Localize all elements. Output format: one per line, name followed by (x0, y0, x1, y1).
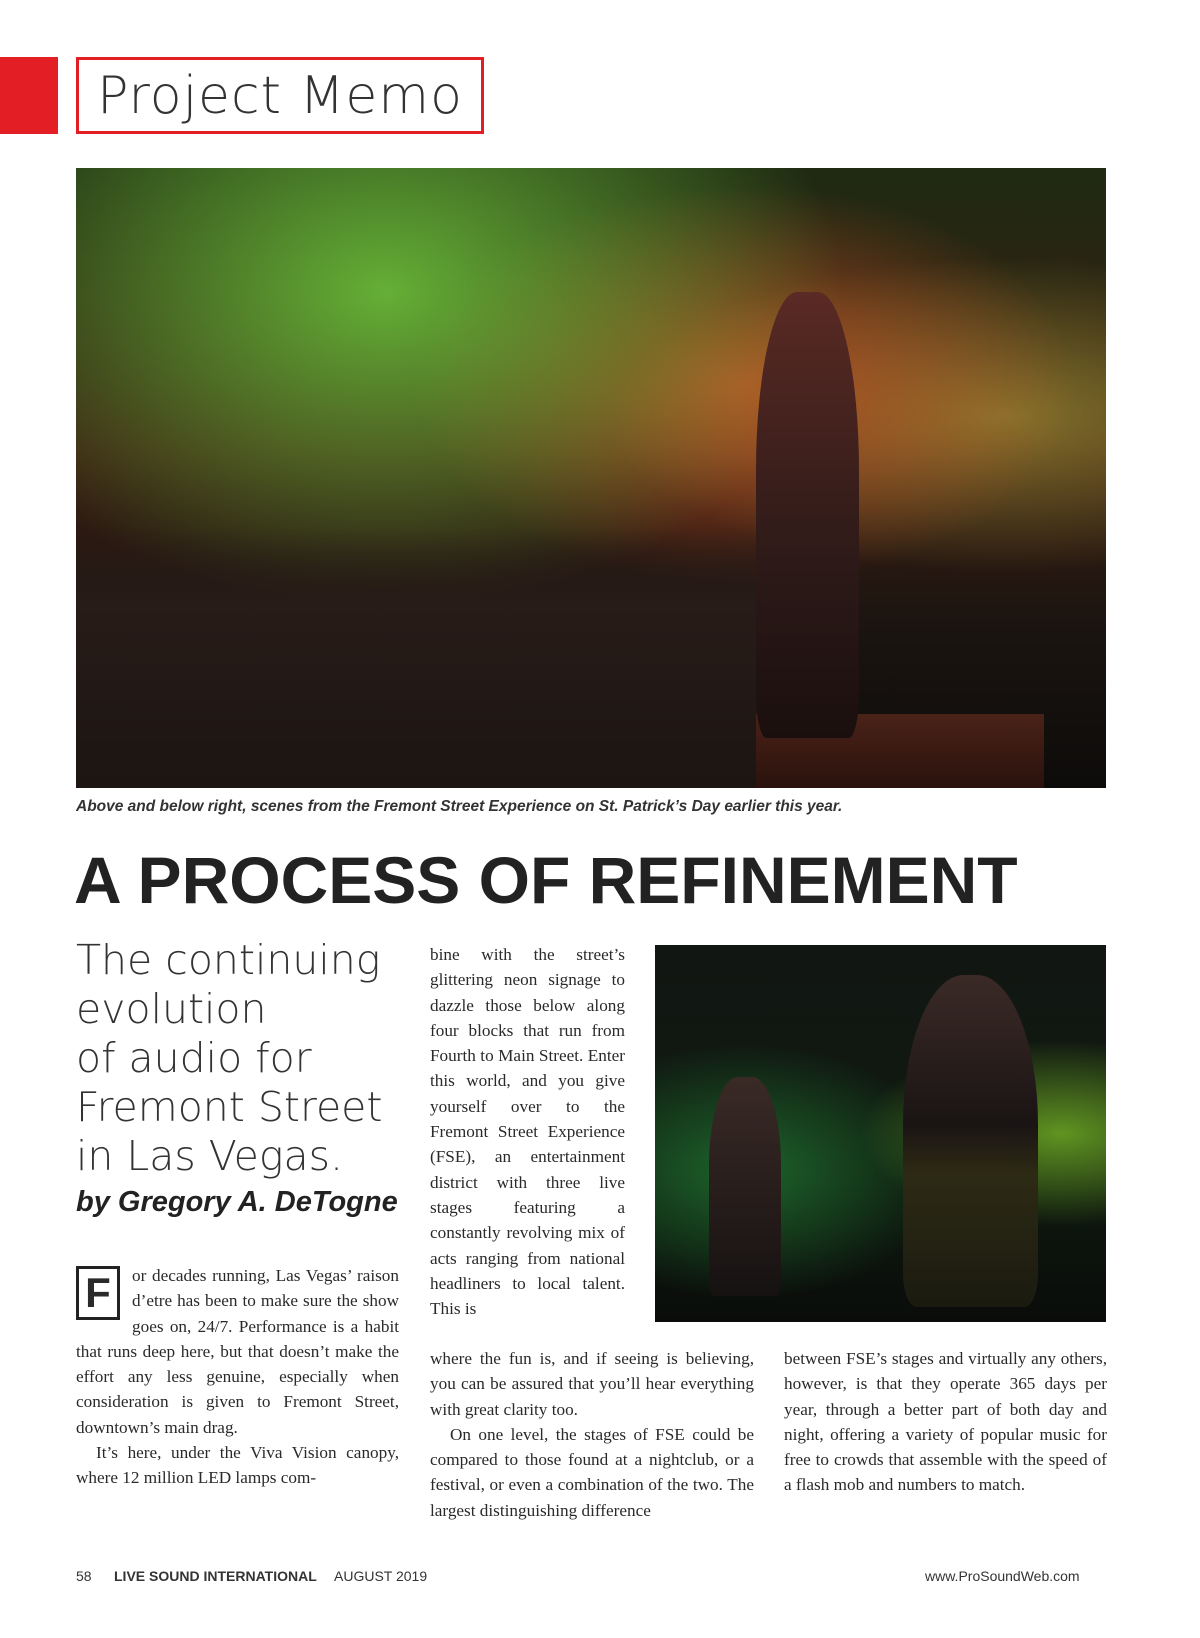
body-paragraph: bine with the street’s glittering neon signage to dazzle those below along four blocks that run from Fourth to Main Street. Enter this world, and you give yourself over to the Fremont Street Experience (FSE), an entertainment district with three live stages featuring a constantly revolving mix of acts ranging from national headliners to local talent. This is (430, 945, 625, 1319)
photo-caption: Above and below right, scenes from the Fremont Street Experience on St. Patrick’s Day earlier this year. (76, 798, 843, 815)
body-column-2-top (430, 942, 625, 1321)
page-number: 58 (76, 1568, 92, 1584)
body-paragraph: between FSE’s stages and virtually any others, however, is that they operate 365 days per year, through a better part of both day and night, offering a variety of popular music for free to crowds that assemble with the speed of a flash mob and numbers to match. (784, 1349, 1107, 1495)
photo-guitarist-left-shape (709, 1077, 781, 1296)
deck-line: of audio for (76, 1034, 312, 1082)
article-deck (76, 936, 406, 1181)
body-paragraph: On one level, the stages of FSE could be compared to those found at a nightclub, or a festival, or even a combination of the two. The largest distinguishing difference (430, 1424, 754, 1520)
section-accent-tab (0, 57, 58, 134)
body-column-2 (430, 1346, 754, 1523)
article-headline: A PROCESS OF REFINEMENT (74, 843, 1018, 917)
issue-date: AUGUST 2019 (334, 1568, 428, 1584)
body-text: or decades running, Las Vegas’ raison d’etre has been to make sure the show goes on, 24/7. Performance is a habit that runs deep here, but that doesn’t make the effort any less genuine, especially when consideration is given to Fremont Street, downtown’s main drag. (76, 1266, 399, 1437)
photo-performer-shape (756, 292, 859, 738)
deck-line: Fremont Street (76, 1083, 383, 1131)
body-column-3 (784, 1346, 1107, 1498)
body-paragraph: where the fun is, and if seeing is believing, you can be assured that you’ll hear everything with great clarity too. (430, 1349, 754, 1419)
section-label-box (76, 57, 484, 134)
publication-name: LIVE SOUND INTERNATIONAL (114, 1568, 317, 1584)
website-link[interactable]: www.ProSoundWeb.com (925, 1568, 1080, 1584)
drop-cap: F (76, 1266, 120, 1320)
photo-crowd-shape (76, 528, 818, 788)
main-photo (76, 168, 1106, 788)
deck-line: in Las Vegas. (76, 1132, 343, 1180)
photo-guitarist-right-shape (903, 975, 1038, 1307)
deck-line: evolution (76, 985, 267, 1033)
section-label: Project Memo (97, 65, 463, 126)
body-paragraph: It’s here, under the Viva Vision canopy, where 12 million LED lamps com- (76, 1443, 399, 1488)
deck-line: The continuing (76, 936, 381, 984)
article-byline: by Gregory A. DeTogne (76, 1186, 398, 1218)
body-column-1 (76, 1263, 399, 1491)
body-paragraph (76, 1263, 399, 1440)
second-photo (655, 945, 1106, 1322)
